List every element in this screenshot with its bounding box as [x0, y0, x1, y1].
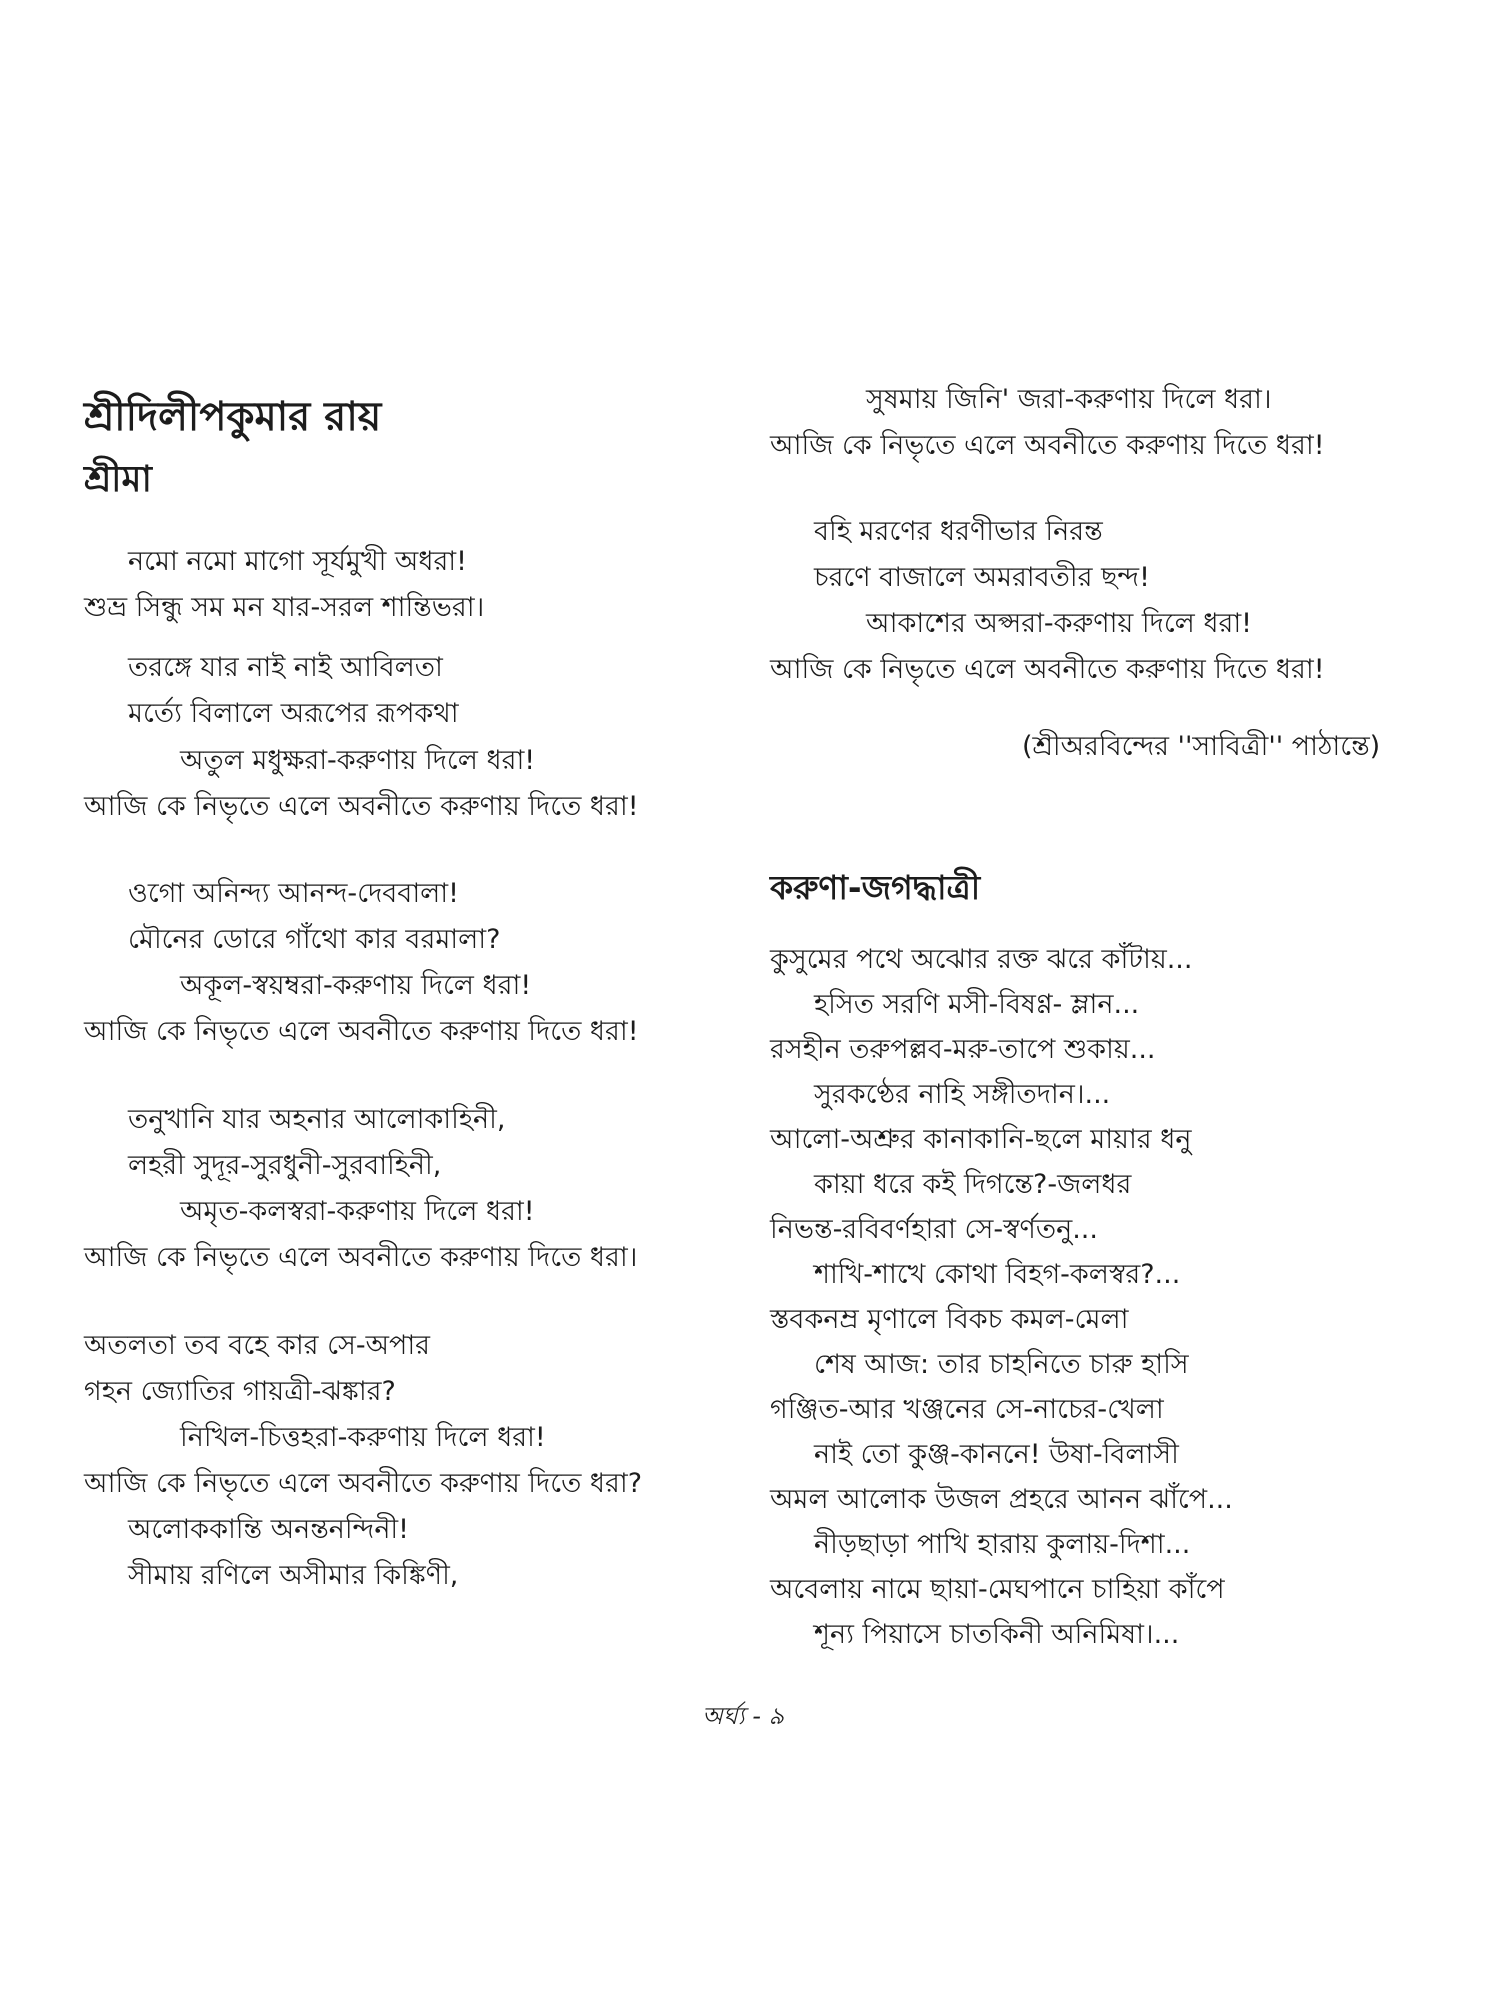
poem1-line: লহরী সুদূর-সুরধুনী-সুরবাহিনী, — [128, 1150, 442, 1181]
poem1-line: বহি মরণের ধরণীভার নিরন্ত — [814, 516, 1103, 547]
poem2-line: নাই তো কুঞ্জ-কাননে! উষা-বিলাসী — [814, 1439, 1179, 1470]
poem2-line: সুরকণ্ঠের নাহি সঙ্গীতদান।... — [814, 1079, 1111, 1110]
poem1-line: নিখিল-চিত্তহরা-করুণায় দিলে ধরা! — [180, 1422, 546, 1453]
poem1-line: অলোককান্তি অনন্তনন্দিনী! — [128, 1514, 409, 1545]
poem1-line: আকাশের অপ্সরা-করুণায় দিলে ধরা! — [866, 608, 1253, 639]
poem2-line: গঞ্জিত-আর খঞ্জনের সে-নাচের-খেলা — [770, 1394, 1164, 1425]
poem1-line: আজি কে নিভৃতে এলে অবনীতে করুণায় দিতে ধরা! — [84, 791, 639, 822]
author-name: শ্রীদিলীপকুমার রায় — [84, 394, 382, 440]
poem1-line: আজি কে নিভৃতে এলে অবনীতে করুণায় দিতে ধরা? — [84, 1468, 643, 1499]
poem1-line: চরণে বাজালে অমরাবতীর ছন্দ! — [814, 562, 1150, 593]
poem1-line: শুভ্র সিন্ধু সম মন যার-সরল শান্তিভরা। — [84, 592, 485, 623]
poem1-line: অমৃত-কলস্বরা-করুণায় দিলে ধরা! — [180, 1196, 535, 1227]
poem2-title: করুণা-জগদ্ধাত্রী — [770, 868, 981, 907]
poem2-line: শাখি-শাখে কোথা বিহগ-কলস্বর?... — [814, 1259, 1181, 1290]
poem2-line: রসহীন তরুপল্লব-মরু-তাপে শুকায়... — [770, 1034, 1156, 1065]
poem2-line: নীড়ছাড়া পাখি হারায় কুলায়-দিশা... — [814, 1529, 1191, 1560]
poem1-line: মৌনের ডোরে গাঁথো কার বরমালা? — [128, 924, 501, 955]
poem2-line: শেষ আজ: তার চাহনিতে চারু হাসি — [814, 1349, 1189, 1380]
poem1-line: সীমায় রণিলে অসীমার কিঙ্কিণী, — [128, 1560, 459, 1591]
poem1-line: মর্ত্যে বিলালে অরূপের রূপকথা — [128, 698, 459, 729]
poem1-line: নমো নমো মাগো সূর্যমুখী অধরা! — [128, 546, 467, 577]
poem2-line: নিভন্ত-রবিবর্ণহারা সে-স্বর্ণতনু... — [770, 1214, 1098, 1245]
poem1-line: সুষমায় জিনি' জরা-করুণায় দিলে ধরা। — [866, 384, 1272, 415]
poem2-line: আলো-অশ্রুর কানাকানি-ছলে মায়ার ধনু — [770, 1124, 1192, 1155]
poem1-line: আজি কে নিভৃতে এলে অবনীতে করুণায় দিতে ধরা। — [84, 1242, 638, 1273]
poem2-line: অমল আলোক উজল প্রহরে আনন ঝাঁপে... — [770, 1484, 1233, 1515]
poem2-line: হসিত সরণি মসী-বিষণ্ণ- ম্লান... — [814, 989, 1140, 1020]
poem1-line: অকূল-স্বয়ম্বরা-করুণায় দিলে ধরা! — [180, 970, 532, 1001]
poem1-line: তনুখানি যার অহনার আলোকাহিনী, — [128, 1104, 506, 1135]
poem2-line: অবেলায় নামে ছায়া-মেঘপানে চাহিয়া কাঁপে — [770, 1574, 1225, 1605]
poem2-line: শূন্য পিয়াসে চাতকিনী অনিমিষা।... — [814, 1619, 1180, 1650]
poem2-line: কায়া ধরে কই দিগন্তে?-জলধর — [814, 1169, 1132, 1200]
poem1-line: আজি কে নিভৃতে এলে অবনীতে করুণায় দিতে ধরা! — [770, 430, 1325, 461]
poem1-line: আজি কে নিভৃতে এলে অবনীতে করুণায় দিতে ধরা! — [84, 1016, 639, 1047]
poem2-line: কুসুমের পথে অঝোর রক্ত ঝরে কাঁটায়... — [770, 944, 1193, 975]
poem1-line: গহন জ্যোতির গায়ত্রী-ঝঙ্কার? — [84, 1376, 396, 1407]
poem1-title: শ্রীমা — [84, 459, 152, 500]
poem1-line: অতুল মধুক্ষরা-করুণায় দিলে ধরা! — [180, 745, 536, 776]
poem1-note: (শ্রীঅরবিন্দের ''সাবিত্রী'' পাঠান্তে) — [1022, 731, 1381, 762]
poem1-line: তরঙ্গে যার নাই নাই আবিলতা — [128, 652, 443, 683]
page-footer: অর্ঘ্য - ৯ — [702, 1702, 785, 1730]
poem1-line: আজি কে নিভৃতে এলে অবনীতে করুণায় দিতে ধরা! — [770, 654, 1325, 685]
poem2-line: স্তবকনম্র মৃণালে বিকচ কমল-মেলা — [770, 1304, 1129, 1335]
poem1-line: ওগো অনিন্দ্য আনন্দ-দেববালা! — [128, 878, 459, 909]
poem1-line: অতলতা তব বহে কার সে-অপার — [84, 1330, 431, 1361]
